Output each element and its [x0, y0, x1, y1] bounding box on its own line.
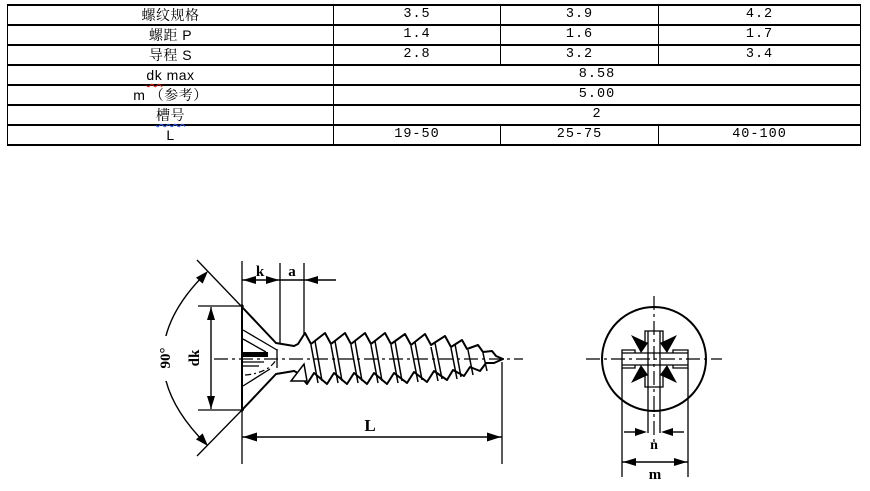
- spec-cell: 3.5: [334, 5, 501, 25]
- a-arrow: [305, 276, 318, 284]
- n-arrow-right: [661, 428, 673, 436]
- spec-cell: 2.8: [334, 45, 501, 65]
- grammar-checked-word: 槽号: [156, 107, 185, 123]
- side-view-drawing: [155, 260, 523, 464]
- row-label: 螺纹规格: [8, 5, 334, 25]
- m-arrow-left: [623, 458, 636, 466]
- spec-cell: 19-50: [334, 125, 501, 145]
- a-dim-label: a: [288, 264, 296, 280]
- spec-cell: 40-100: [659, 125, 861, 145]
- k-arrow-left: [243, 276, 256, 284]
- L-arrow-left: [243, 433, 257, 442]
- spec-cell-merged: 8.58: [334, 65, 861, 85]
- dk-arrow-top: [207, 307, 215, 320]
- n-arrow-left: [635, 428, 647, 436]
- m-arrow-right: [674, 458, 687, 466]
- spec-cell: 3.9: [501, 5, 659, 25]
- row-label-suffix: max: [162, 67, 195, 83]
- front-view-drawing: [586, 296, 722, 483]
- angle-dim-label: 90°: [158, 347, 174, 369]
- L-arrow-right: [487, 433, 501, 442]
- cone-extension-top: [197, 260, 242, 307]
- spec-cell: 1.7: [659, 25, 861, 45]
- spec-cell: 3.4: [659, 45, 861, 65]
- dk-arrow-bottom: [207, 396, 215, 409]
- spec-cell-merged: 2: [334, 105, 861, 125]
- spec-cell: 25-75: [501, 125, 659, 145]
- spellchecked-word: dk: [146, 67, 163, 83]
- thread-start-profile: [291, 364, 307, 381]
- k-dim-label: k: [255, 264, 265, 280]
- cone-extension-bottom: [197, 410, 242, 456]
- spec-cell: 1.6: [501, 25, 659, 45]
- spec-cell-merged: 5.00: [334, 85, 861, 105]
- row-label: 螺距 P: [8, 25, 334, 45]
- row-label: 导程 S: [8, 45, 334, 65]
- spec-cell: 3.2: [501, 45, 659, 65]
- head-cone-top-edge: [242, 307, 294, 346]
- head-cone-bottom-edge: [242, 371, 294, 410]
- k-arrow-right: [266, 276, 279, 284]
- m-dim-label: m: [648, 467, 662, 483]
- row-label: L: [8, 125, 334, 145]
- spec-cell: 4.2: [659, 5, 861, 25]
- L-dim-label: L: [364, 416, 376, 435]
- row-label: m （参考）: [8, 85, 334, 105]
- spec-cell: 1.4: [334, 25, 501, 45]
- n-dim-label: n: [650, 438, 658, 453]
- dk-dim-label: dk: [187, 349, 203, 367]
